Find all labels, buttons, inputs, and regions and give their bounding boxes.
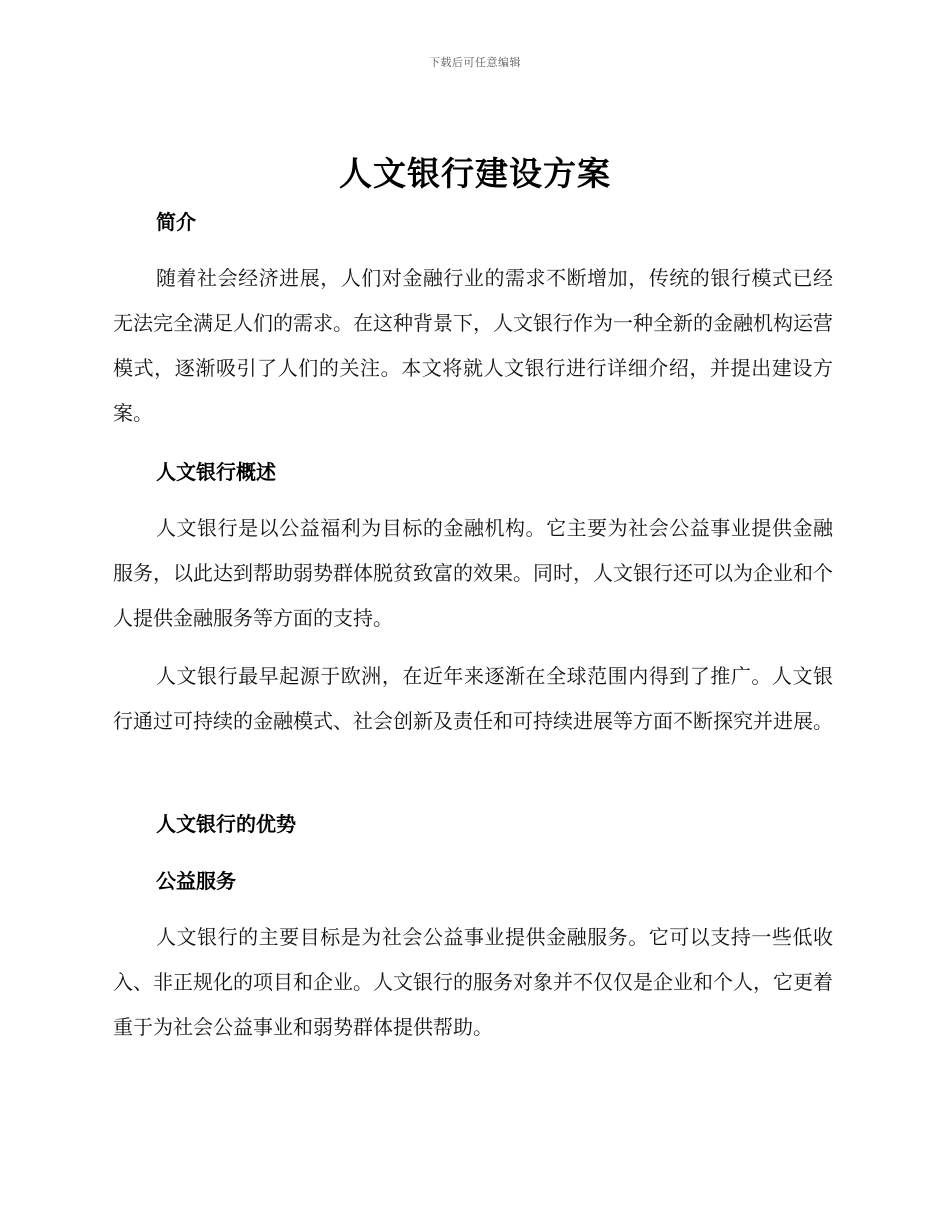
header-note: 下载后可任意编辑 [429,56,521,69]
document-title: 人文银行建设方案 [339,154,611,193]
section-public-service-body [113,915,833,1050]
section-heading-advantages: 人文银行的优势 [156,812,296,836]
subsection-heading-public-service: 公益服务 [156,869,236,893]
section-overview-body-2 [113,654,833,744]
section-overview [113,458,833,486]
section-advantages [113,810,833,838]
overview-paragraph-1: 人文银行是以公益福利为目标的金融机构。它主要为社会公益事业提供金融服务，以此达到帮助弱势群体脱贫致富的效果。同时，人文银行还可以为企业和个人提供金融服务等方面的支持。 [113,516,833,630]
section-overview-body-1 [113,506,833,641]
intro-paragraph: 随着社会经济进展，人们对金融行业的需求不断增加，传统的银行模式已经无法完全满足人们的需求。在这种背景下，人文银行作为一种全新的金融机构运营模式，逐渐吸引了人们的关注。本文将就人文银行进行详细介绍，并提出建设方案。 [113,266,833,425]
section-heading-overview: 人文银行概述 [156,460,276,484]
public-service-paragraph: 人文银行的主要目标是为社会公益事业提供金融服务。它可以支持一些低收入、非正规化的项目和企业。人文银行的服务对象并不仅仅是企业和个人，它更着重于为社会公益事业和弱势群体提供帮助。 [113,925,833,1039]
overview-paragraph-2: 人文银行最早起源于欧洲，在近年来逐渐在全球范围内得到了推广。人文银行通过可持续的金融模式、社会创新及责任和可持续进展等方面不断探究并进展。 [113,664,833,733]
section-intro [113,208,833,236]
section-public-service [113,867,833,895]
section-intro-body [113,256,833,436]
section-heading-intro: 简介 [156,210,196,234]
